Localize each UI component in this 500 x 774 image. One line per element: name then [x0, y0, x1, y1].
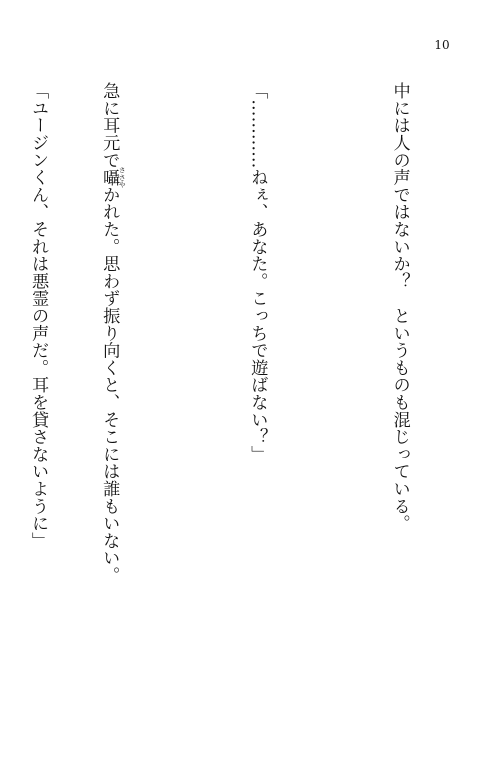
blank-line	[316, 82, 340, 682]
text-line: 中には人の声ではないか？ というものも混じっている。	[389, 82, 410, 532]
text-line: 「ユージンくん、それは悪霊の声だ。耳を貸さないように」	[28, 82, 49, 550]
ruby-annotation: 囁 ささや	[99, 166, 127, 188]
blank-line	[174, 82, 198, 682]
page-number: 10	[434, 38, 450, 52]
ruby-reading: ささや	[118, 166, 127, 188]
novel-text-column	[28, 82, 458, 682]
text-line: 「…………ねぇ、あなた。こっちで遊ばない？」	[247, 82, 268, 463]
text-line-with-ruby: 急に耳元で囁 ささやかれた。思わず振り向くと、そこには誰もいない。	[99, 82, 127, 584]
